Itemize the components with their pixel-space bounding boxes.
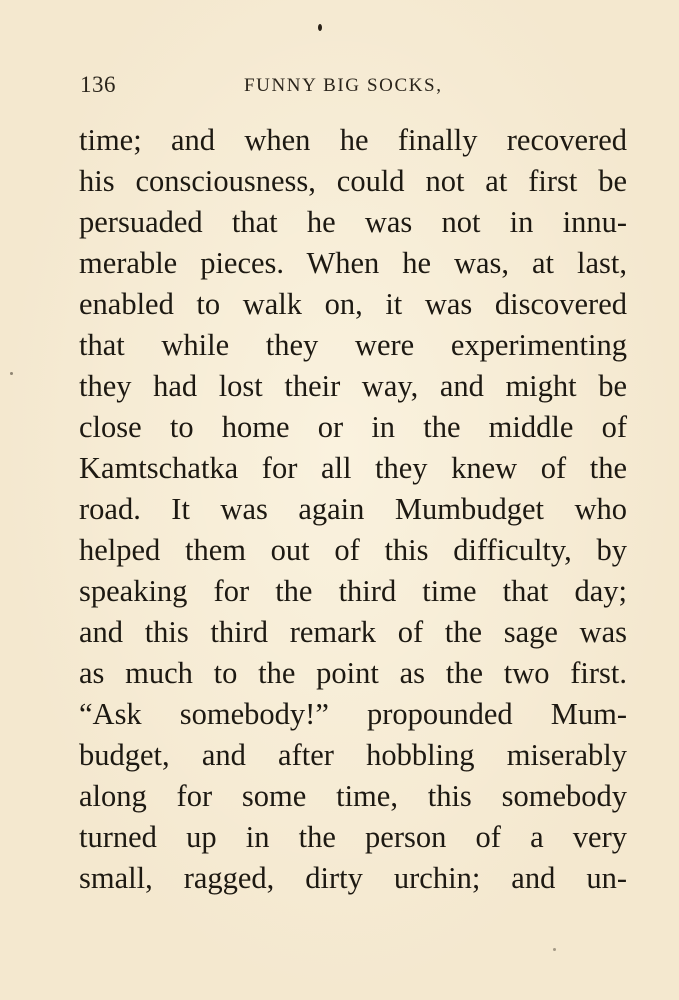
page-number: 136 (80, 72, 116, 97)
body-text (79, 120, 627, 899)
text-line: time; and when he finally recovered (79, 123, 627, 157)
ink-speck (318, 24, 322, 31)
text-line: Kamtschatka for all they knew of the (79, 451, 627, 485)
text-line: his consciousness, could not at first be (79, 164, 627, 198)
text-line: that while they were experimenting (79, 328, 627, 362)
ink-speck (553, 948, 556, 951)
text-line: enabled to walk on, it was discovered (79, 287, 627, 321)
text-line: budget, and after hobbling miserably (79, 738, 627, 772)
text-line: merable pieces. When he was, at last, (79, 246, 627, 280)
text-line: close to home or in the middle of (79, 410, 627, 444)
page-header (80, 72, 475, 100)
text-line: along for some time, this somebody (79, 779, 627, 813)
text-line: road. It was again Mumbudget who (79, 492, 627, 526)
text-line: as much to the point as the two first. (79, 656, 627, 690)
text-line: helped them out of this difficulty, by (79, 533, 627, 567)
text-line: small, ragged, dirty urchin; and un- (79, 861, 627, 895)
text-line: persuaded that he was not in innu- (79, 205, 627, 239)
text-line: speaking for the third time that day; (79, 574, 627, 608)
text-line: they had lost their way, and might be (79, 369, 627, 403)
text-line: turned up in the person of a very (79, 820, 627, 854)
text-line: “Ask somebody!” propounded Mum- (79, 697, 627, 731)
ink-speck (10, 372, 13, 375)
text-line: and this third remark of the sage was (79, 615, 627, 649)
running-title: FUNNY BIG SOCKS, (244, 75, 443, 96)
